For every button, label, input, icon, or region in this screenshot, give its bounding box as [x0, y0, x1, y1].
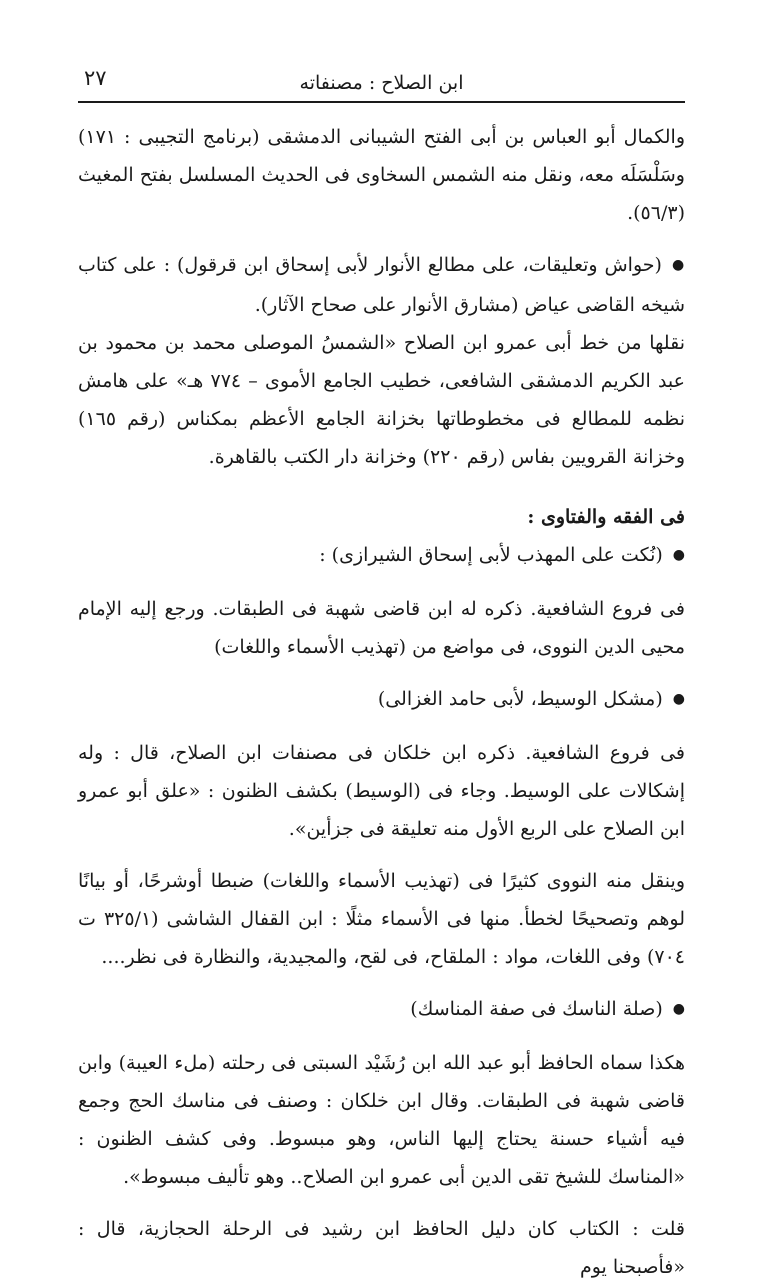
bullet-entry — [78, 680, 685, 720]
entry-title: (صلة الناسك فى صفة المناسك) — [410, 998, 663, 1020]
bullet-icon — [663, 996, 685, 1018]
paragraph: هكذا سماه الحافظ أبو عبد الله ابن رُشَيْد السبتى فى رحلته (ملء العيبة) وابن قاضى شهبة فى الطبقات. وقال ابن خلكان : وصنف فى مناسك الحج وجمع فيه أشياء حسنة يحتاج إليها الناس، وهو مبسوط. وفى كشف الظنون : «المناسك للشيخ تقى الدين أبى عمرو ابن الصلاح.. وهو تأليف مبسوط». — [78, 1052, 685, 1188]
bullet-entry — [78, 536, 685, 576]
section-heading: فى الفقه والفتاوى : — [527, 506, 685, 528]
paragraph: قلت : الكتاب كان دليل الحافظ ابن رشيد فى الرحلة الحجازية، قال : «فأصبحنا يوم — [78, 1218, 685, 1278]
bullet-entry — [78, 246, 685, 324]
running-title: ابن الصلاح : مصنفاته — [299, 72, 464, 94]
entry-title: (مشكل الوسيط، لأبى حامد الغزالى) — [377, 688, 663, 710]
bullet-icon — [662, 252, 685, 274]
page-body — [78, 118, 685, 1286]
running-header — [78, 60, 685, 100]
entry-title: (نُكت على المهذب لأبى إسحاق الشيرازى) : — [319, 544, 663, 566]
bullet-entry — [78, 990, 685, 1030]
paragraph: فى فروع الشافعية. ذكره ابن خلكان فى مصنفات ابن الصلاح، قال : وله إشكالات على الوسيط. وجاء فى (الوسيط) بكشف الظنون : «علق أبو عمرو ابن الصلاح على الربع الأول منه تعليقة فى جزأين». — [78, 742, 685, 840]
bullet-icon — [663, 686, 685, 708]
bullet-icon — [663, 542, 685, 564]
entry-text: (حواش وتعليقات، على مطالع الأنوار لأبى إسحاق ابن قرقول) : على كتاب شيخه القاضى عياض (مشارق الأنوار على صحاح الآثار). — [78, 254, 685, 316]
paragraph: والكمال أبو العباس بن أبى الفتح الشيبانى الدمشقى (برنامج التجيبى : ١٧١) وسَلْسَلَه معه، ونقل منه الشمس السخاوى فى الحديث المسلسل بفتح المغيث (٥٦/٣). — [78, 126, 685, 224]
paragraph: نقلها من خط أبى عمرو ابن الصلاح «الشمسُ الموصلى محمد بن محمود بن عبد الكريم الدمشقى الشافعى، خطيب الجامع الأموى – ٧٧٤ هـ» على هامش نظمه للمطالع فى مخطوطاتها بخزانة الجامع الأعظم بمكناس (رقم ١٦٥) وخزانة القرويين بفاس (رقم ٢٢٠) وخزانة دار الكتب بالقاهرة. — [78, 332, 685, 468]
paragraph: فى فروع الشافعية. ذكره له ابن قاضى شهبة فى الطبقات. ورجع إليه الإمام محيى الدين النووى، فى مواضع من (تهذيب الأسماء واللغات) — [78, 598, 685, 658]
paragraph: وينقل منه النووى كثيرًا فى (تهذيب الأسماء واللغات) ضبطا أوشرحًا، أو بيانًا لوهم وتصحيحًا لخطأ. منها فى الأسماء مثلًا : ابن القفال الشاشى (٣٢٥/١ ت ٧٠٤) وفى اللغات، مواد : الملقاح، فى لقح، والمجيدية، والنظارة فى نظر.... — [78, 870, 685, 968]
header-rule — [78, 101, 685, 103]
page-number: ٢٧ — [84, 66, 107, 90]
